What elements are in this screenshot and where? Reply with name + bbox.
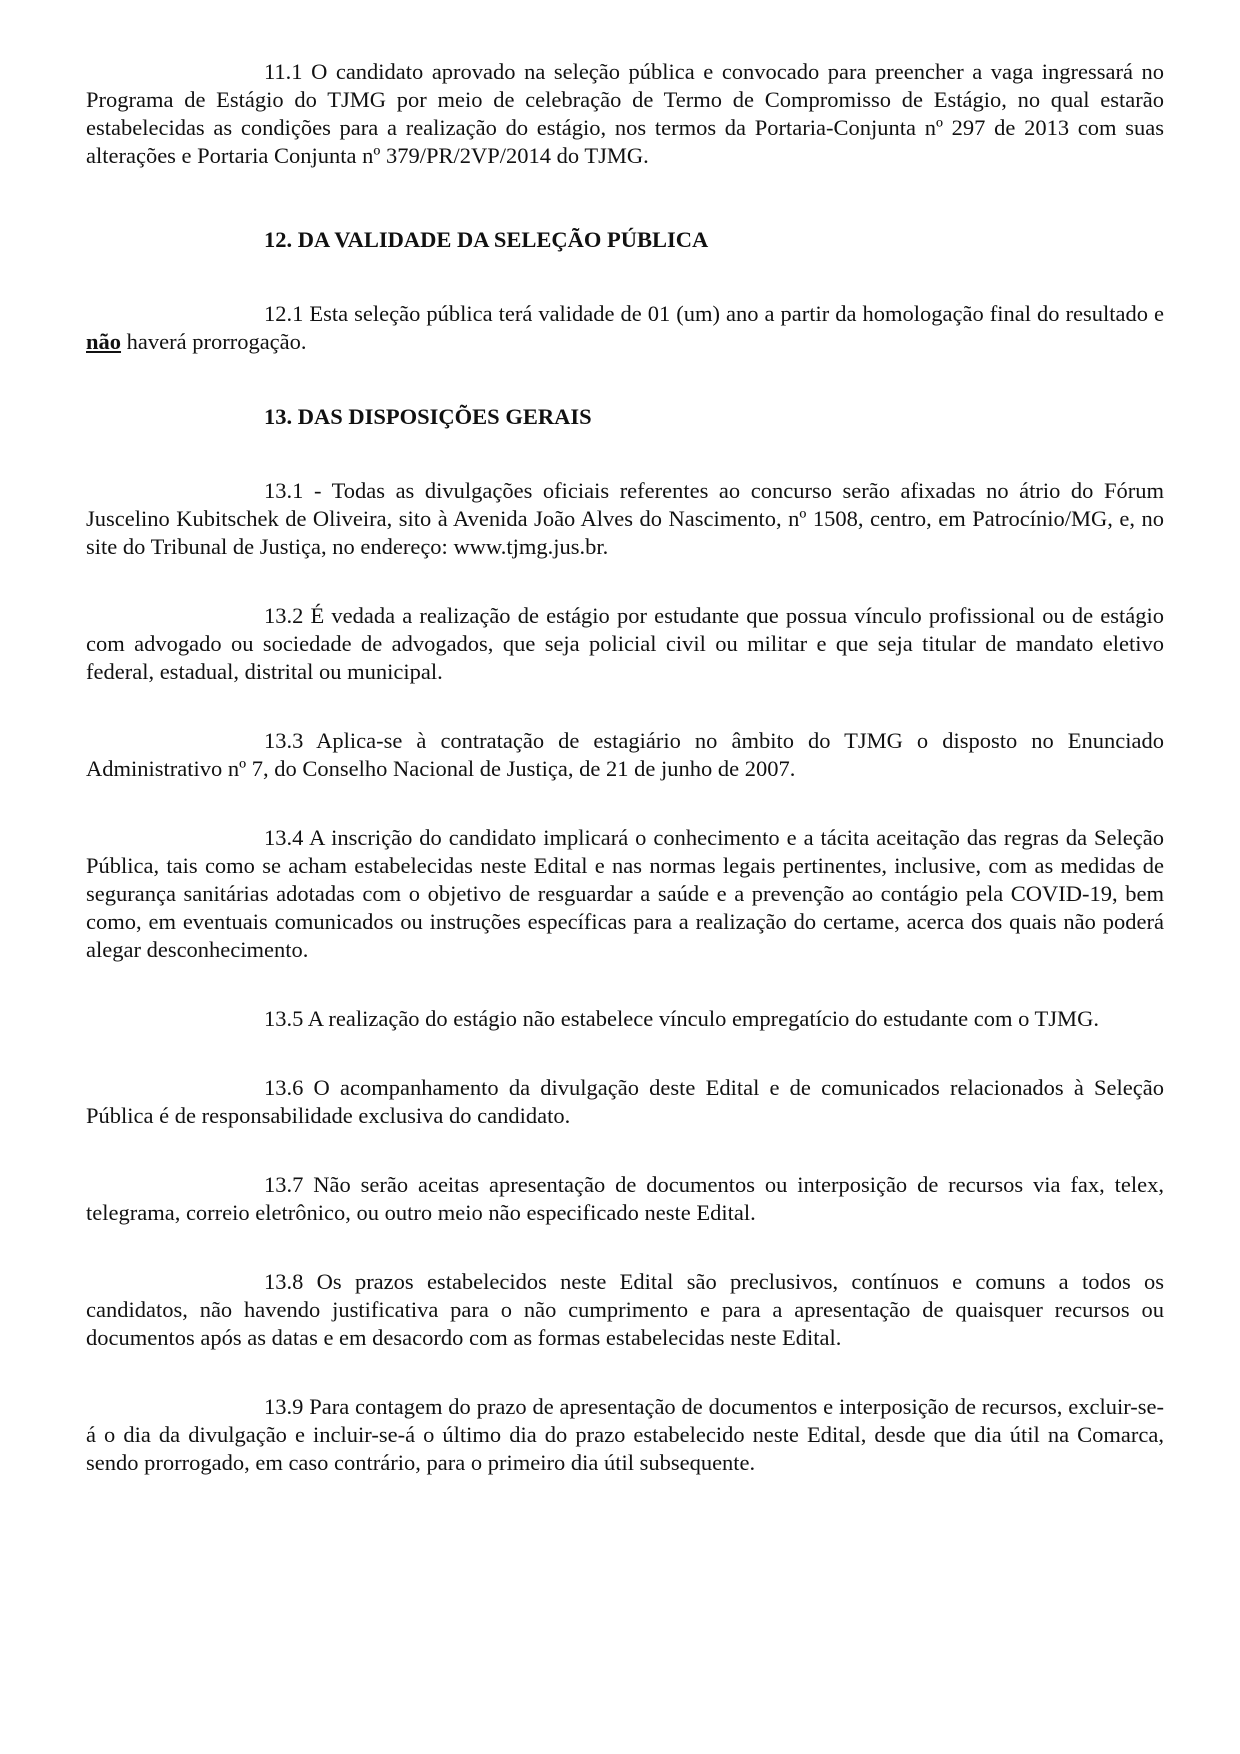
section-heading-13: 13. DAS DISPOSIÇÕES GERAIS [264,404,592,429]
paragraph-13-3: 13.3 Aplica-se à contratação de estagiário no âmbito do TJMG o disposto no Enunciado Administrativo nº 7, do Conselho Nacional de Justiça, de 21 de junho de 2007. [86,728,1164,781]
paragraph-13-4: 13.4 A inscrição do candidato implicará o conhecimento e a tácita aceitação das regras da Seleção Pública, tais como se acham estabelecidas neste Edital e nas normas legais pertinentes, inclusive, com as medidas de segurança sanitárias adotadas com o objetivo de resguardar a saúde e a prevenção ao contágio pela COVID-19, bem como, em eventuais comunicados ou instruções específicas para a realização do certame, acerca dos quais não poderá alegar desconhecimento. [86,825,1164,962]
paragraph-13-7: 13.7 Não serão aceitas apresentação de documentos ou interposição de recursos via fax, telex, telegrama, correio eletrônico, ou outro meio não especificado neste Edital. [86,1172,1164,1225]
paragraph-13-5: 13.5 A realização do estágio não estabelece vínculo empregatício do estudante com o TJMG. [264,1006,1099,1031]
paragraph-13-8: 13.8 Os prazos estabelecidos neste Edital são preclusivos, contínuos e comuns a todos os candidatos, não havendo justificativa para o não cumprimento e para a apresentação de quaisquer recursos ou documentos após as datas e em desacordo com as formas estabelecidas neste Edital. [86,1269,1164,1350]
paragraph-13-6: 13.6 O acompanhamento da divulgação deste Edital e de comunicados relacionados à Seleção Pública é de responsabilidade exclusiva do candidato. [86,1075,1164,1128]
paragraph-12-1 [86,300,1164,356]
paragraph-11-1: 11.1 O candidato aprovado na seleção pública e convocado para preencher a vaga ingressará no Programa de Estágio do TJMG por meio de celebração de Termo de Compromisso de Estágio, no qual estarão estabelecidas as condições para a realização do estágio, nos termos da Portaria-Conjunta nº 297 de 2013 com suas alterações e Portaria Conjunta nº 379/PR/2VP/2014 do TJMG. [86,59,1164,168]
paragraph-13-9: 13.9 Para contagem do prazo de apresentação de documentos e interposição de recursos, excluir-se-á o dia da divulgação e incluir-se-á o último dia do prazo estabelecido neste Edital, desde que dia útil na Comarca, sendo prorrogado, em caso contrário, para o primeiro dia útil subsequente. [86,1394,1164,1475]
paragraph-12-1-text-start: 12.1 Esta seleção pública terá validade de 01 (um) ano a partir da homologação final do resultado e [264,301,1164,326]
paragraph-12-1-text-end: haverá prorrogação. [121,329,307,354]
document-page [86,58,1164,1477]
section-heading-12: 12. DA VALIDADE DA SELEÇÃO PÚBLICA [264,227,709,252]
paragraph-13-1: 13.1 - Todas as divulgações oficiais referentes ao concurso serão afixadas no átrio do Fórum Juscelino Kubitschek de Oliveira, sito à Avenida João Alves do Nascimento, nº 1508, centro, em Patrocínio/MG, e, no site do Tribunal de Justiça, no endereço: www.tjmg.jus.br. [86,478,1164,559]
paragraph-12-1-emphasis: não [86,329,122,354]
paragraph-13-2: 13.2 É vedada a realização de estágio por estudante que possua vínculo profissional ou de estágio com advogado ou sociedade de advogados, que seja policial civil ou militar e que seja titular de mandato eletivo federal, estadual, distrital ou municipal. [86,603,1164,684]
